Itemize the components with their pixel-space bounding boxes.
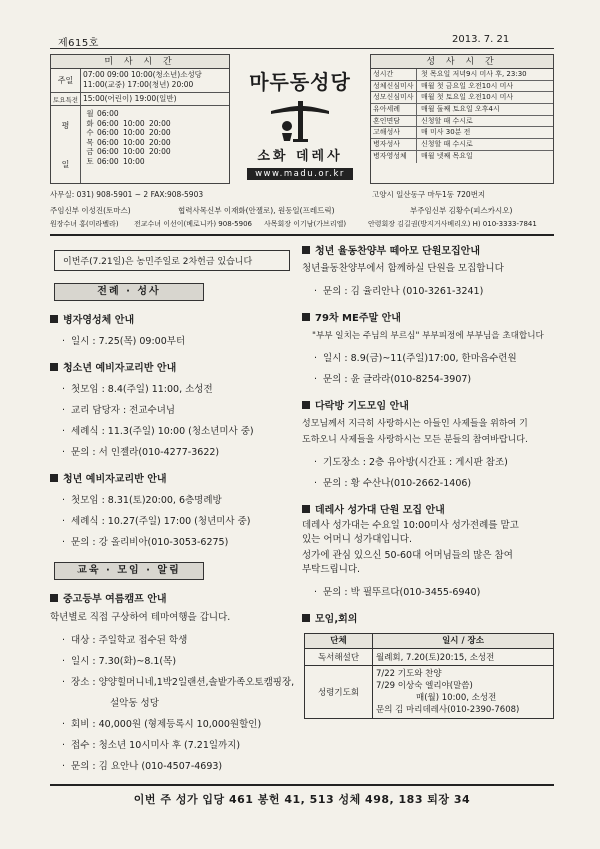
summer-camp-line: 설악동 성당 [110, 698, 159, 709]
weekday-day: 목 [86, 137, 94, 147]
weekday-day: 토 [86, 156, 94, 166]
bullet-square-icon [50, 474, 58, 482]
cross-icon [230, 99, 370, 143]
sacrament-value: 매월 첫 토요일 오전10시 미사 [421, 93, 514, 102]
young-adult-catechism-line: · 세례식 : 10.27(주일) 17:00 (청년미사 중) [62, 516, 251, 527]
sacrament-row [371, 81, 553, 93]
summer-camp-line: · 회비 : 40,000원 (형제등록시 10,000원할인) [62, 719, 262, 730]
weekday-line [83, 128, 227, 138]
table-header-schedule: 일시 / 장소 [373, 634, 554, 649]
weekday-t3: 20:00 [149, 147, 171, 157]
weekday-line [83, 119, 227, 129]
sacrament-row [371, 139, 553, 151]
teresa-choir-contact: · 문의 : 박 필뚜르다(010-3455-6940) [314, 587, 481, 598]
weekday-times [81, 106, 229, 183]
table-cell-schedule: 7/22 기도와 찬양 7/29 이상숙 엘리야(말씀) 매(월) 10:00, 소성전 문의 김 마리데레사(010-2390-7608) [373, 666, 554, 719]
weekday-line [83, 147, 227, 157]
youth-catechism-line: · 세례식 : 11.3(주일) 10:00 (청소년미사 중) [62, 426, 254, 437]
sacrament-value: 신청할 때 수시로 [421, 140, 473, 149]
bullet-square-icon [50, 363, 58, 371]
sacrament-row [371, 116, 553, 128]
parish-logo-block [230, 54, 370, 184]
left-column [50, 240, 302, 772]
issue-number: 제615호 [58, 38, 99, 49]
weekday-day: 월 [86, 109, 94, 118]
sacrament-value: 신청할 때 수시로 [421, 116, 473, 125]
sacrament-value: 매월 넷째 목요일 [421, 151, 473, 160]
sunday-label: 주일 [51, 69, 81, 92]
summer-camp-line: · 대상 : 주일학교 접수된 학생 [62, 635, 188, 646]
sacrament-row [371, 92, 553, 104]
weekday-label-1: 평 [61, 120, 70, 130]
footer-divider [50, 784, 554, 786]
section-education: 교육 · 모임 · 알림 [54, 562, 204, 580]
weekday-row [51, 106, 229, 183]
sick-communion-date: · 일시 : 7.25(목) 09:00부터 [62, 336, 186, 347]
patron-saint: 소화 데레사 [257, 149, 343, 164]
sacrament-label: 병자영성체 [371, 151, 417, 163]
sick-communion-title: 병자영성체 안내 [50, 311, 302, 326]
sacrament-times-box [370, 54, 554, 184]
weekday-line [83, 109, 227, 119]
table-cell-schedule: 월례회, 7.20(토)20:15, 소성전 [373, 649, 554, 666]
sacrament-label: 고해성사 [371, 127, 417, 138]
sacrament-label: 성체신심미사 [371, 81, 417, 92]
me-weekend-line: · 문의 : 윤 글라라(010-8254-3907) [314, 374, 472, 385]
teresa-choir-title: 데레사 성가대 단원 모집 안내 [302, 501, 562, 516]
weekday-t2 [123, 109, 149, 119]
table-header-row [305, 634, 554, 649]
sacrament-row [371, 69, 553, 81]
prayer-group-desc-2: 도하오니 사제들을 사랑하시는 모든 분들의 참여바랍니다. [302, 435, 528, 445]
youth-catechism-line: · 교리 담당자 : 전교수녀님 [62, 405, 176, 416]
choir-recruit-desc: 청년율동찬양부에서 함께하실 단원을 모집합니다 [302, 263, 504, 274]
young-adult-catechism-line: · 문의 : 강 올리비아(010-3053-6275) [62, 537, 229, 548]
notice-box: 이번주(7.21일)은 농민주일로 2차헌금 있습니다 [54, 250, 290, 271]
summer-camp-desc: 학년별로 직접 구상하여 테마여행을 갑니다. [50, 612, 231, 623]
young-adult-catechism-line: · 첫모임 : 8.31(토)20:00, 6층명례방 [62, 495, 222, 506]
saturday-row [51, 93, 229, 106]
right-column [302, 240, 562, 719]
table-row [305, 649, 554, 666]
me-weekend-desc: "부부 일치는 주님의 부르심" 부부피정에 부부님을 초대합니다 [312, 331, 544, 341]
me-weekend-title: 79차 ME주말 안내 [302, 309, 562, 324]
mass-times-title: 미 사 시 간 [51, 55, 229, 69]
bullet-square-icon [302, 246, 310, 254]
council-chair: 사목회장 이기남(가브리엘) [264, 220, 347, 228]
summer-camp-line: · 문의 : 김 요안나 (010-4507-4693) [62, 761, 223, 772]
saturday-times: 15:00(어린이) 19:00(일반) [83, 94, 177, 103]
summer-camp-line: · 일시 : 7.30(화)~8.1(목) [62, 656, 177, 667]
choir-recruit-title: 청년 율동찬양부 떼아모 단원모집안내 [302, 242, 562, 257]
sacrament-label: 성시간 [371, 69, 417, 80]
weekday-t2: 10:00 [123, 147, 145, 157]
sacrament-value: 매월 둘째 토요일 오후4시 [421, 105, 500, 114]
weekday-t1: 06:00 [97, 118, 119, 128]
weekday-t3: 20:00 [149, 118, 171, 128]
sacrament-times-title: 성 사 시 간 [371, 55, 553, 69]
top-divider [50, 48, 554, 49]
nun-superior: 원장수녀 홍(미라벨라) [50, 220, 119, 228]
office-contact: 사무실: 031) 908-5901 ~ 2 FAX:908-5903 [50, 190, 204, 199]
weekday-line [83, 138, 227, 148]
young-adult-catechism-title: 청년 예비자교리반 안내 [50, 470, 302, 485]
sacrament-label: 성모신심미사 [371, 92, 417, 103]
youth-catechism-title: 청소년 예비자교리반 안내 [50, 359, 302, 374]
sacrament-row [371, 104, 553, 116]
associate-priests: 협력사목신부 이재화(안젤로), 원동일(프레드릭) [178, 206, 335, 215]
youth-catechism-line: · 문의 : 서 인젤라(010-4277-3622) [62, 447, 220, 458]
weekday-t1: 06:00 [97, 137, 119, 147]
sacrament-label: 병자성사 [371, 139, 417, 150]
sacrament-list [371, 69, 553, 163]
bullet-square-icon [50, 315, 58, 323]
table-header-group: 단체 [305, 634, 373, 649]
table-cell-group: 독서해설단 [305, 649, 373, 666]
saturday-label: 토요특전 [51, 93, 81, 105]
weekday-t1: 06:00 [97, 147, 119, 157]
meetings-title: 모임,회의 [302, 610, 562, 625]
weekday-t1: 06:00 [97, 156, 119, 166]
weekday-day: 화 [86, 118, 94, 128]
parish-address: 고양시 일산동구 마두1동 720번지 [372, 190, 486, 199]
prayer-group-line: · 기도장소 : 2층 유아방(시간표 : 게시판 참조) [314, 457, 508, 468]
weekday-t3: 20:00 [149, 137, 171, 147]
parish-url[interactable]: www.madu.or.kr [247, 168, 353, 180]
weekday-t1: 06:00 [97, 109, 119, 118]
sacrament-label: 유아세례 [371, 104, 417, 115]
bullet-square-icon [302, 505, 310, 513]
summer-camp-line: · 장소 : 양양힐머니네,1박2일랜션,솔밭가족오토캠핑장, [62, 677, 295, 688]
weekday-t3: 20:00 [149, 128, 171, 138]
weekday-t3 [149, 157, 175, 167]
weekday-label [51, 106, 81, 183]
assistant-priest: 부주임신부 김황수(피스카시오) [410, 206, 513, 215]
weekday-t2: 10:00 [123, 137, 145, 147]
teresa-choir-desc: 데레사 성가대는 수요일 10:00미사 성가전례를 맡고 있는 어머니 성가대입니다. 성가에 관심 있으신 50-60대 어머님들의 많은 참여 부탁드립니다. [302, 520, 519, 575]
sunday-times [81, 69, 229, 92]
youth-catechism-line: · 첫모임 : 8.4(주일) 11:00, 소성전 [62, 384, 213, 395]
sacrament-value: 매월 첫 금요일 오전10시 미사 [421, 81, 514, 90]
summer-camp-line: · 접수 : 청소년 10시미사 후 (7.21일까지) [62, 740, 241, 751]
prayer-group-desc-1: 성모님께서 지극히 사랑하시는 아들인 사제들을 위하여 기 [302, 419, 528, 429]
issue-date: 2013. 7. 21 [452, 34, 510, 45]
pastor-info: 주임신부 이성진(토마스) [50, 206, 131, 215]
bullet-square-icon [302, 401, 310, 409]
table-cell-group: 성령기도회 [305, 666, 373, 719]
choir-recruit-contact: · 문의 : 김 율리안나 (010-3261-3241) [314, 286, 484, 297]
sunday-line-2: 11:00(교중) 17:00(청년) 20:00 [83, 80, 194, 89]
weekday-t2: 10:00 [123, 118, 145, 128]
header-divider [50, 234, 554, 236]
prayer-group-title: 다락방 기도모임 안내 [302, 397, 562, 412]
council-chair-2: 안령회장 김길권(방지거사베리오) H) 010-3333-7841 [368, 220, 537, 228]
section-liturgy: 전례 · 성사 [54, 283, 204, 301]
sacrament-row [371, 151, 553, 163]
sacrament-value: 첫 목요일 저녁9시 미사 후, 23:30 [421, 70, 527, 78]
weekday-line [83, 157, 227, 167]
weekday-day: 금 [86, 147, 94, 157]
sunday-line-1: 07:00 09:00 10:00(청소년)소성당 [83, 70, 202, 79]
bullet-square-icon [302, 313, 310, 321]
me-weekend-line: · 일시 : 8.9(금)~11(주일)17:00, 한마음수련원 [314, 353, 517, 364]
bullet-square-icon [302, 614, 310, 622]
weekday-t1: 06:00 [97, 128, 119, 138]
weekday-day: 수 [86, 128, 94, 138]
weekday-t2: 10:00 [123, 128, 145, 138]
sacrament-label: 혼인면담 [371, 116, 417, 127]
hymn-footer: 이번 주 성가 입당 461 봉헌 41, 513 성체 498, 183 퇴장 34 [133, 793, 471, 806]
sacrament-value: 매 미사 30분 전 [421, 128, 471, 137]
weekday-t3 [149, 109, 175, 119]
mass-times-box [50, 54, 230, 184]
bullet-square-icon [50, 594, 58, 602]
sunday-row [51, 69, 229, 93]
nun-mission: 전교수녀 이선이(베로니카) 908-5906 [134, 220, 252, 228]
sacrament-row [371, 127, 553, 139]
weekday-label-2: 일 [61, 159, 70, 169]
table-row [305, 666, 554, 719]
summer-camp-title: 중고등부 여름캠프 안내 [50, 590, 302, 605]
prayer-group-line: · 문의 : 황 수산나(010-2662-1406) [314, 478, 472, 489]
meetings-table [304, 633, 554, 719]
parish-title: 마두동성당 [249, 70, 351, 94]
weekday-t2: 10:00 [123, 156, 145, 166]
